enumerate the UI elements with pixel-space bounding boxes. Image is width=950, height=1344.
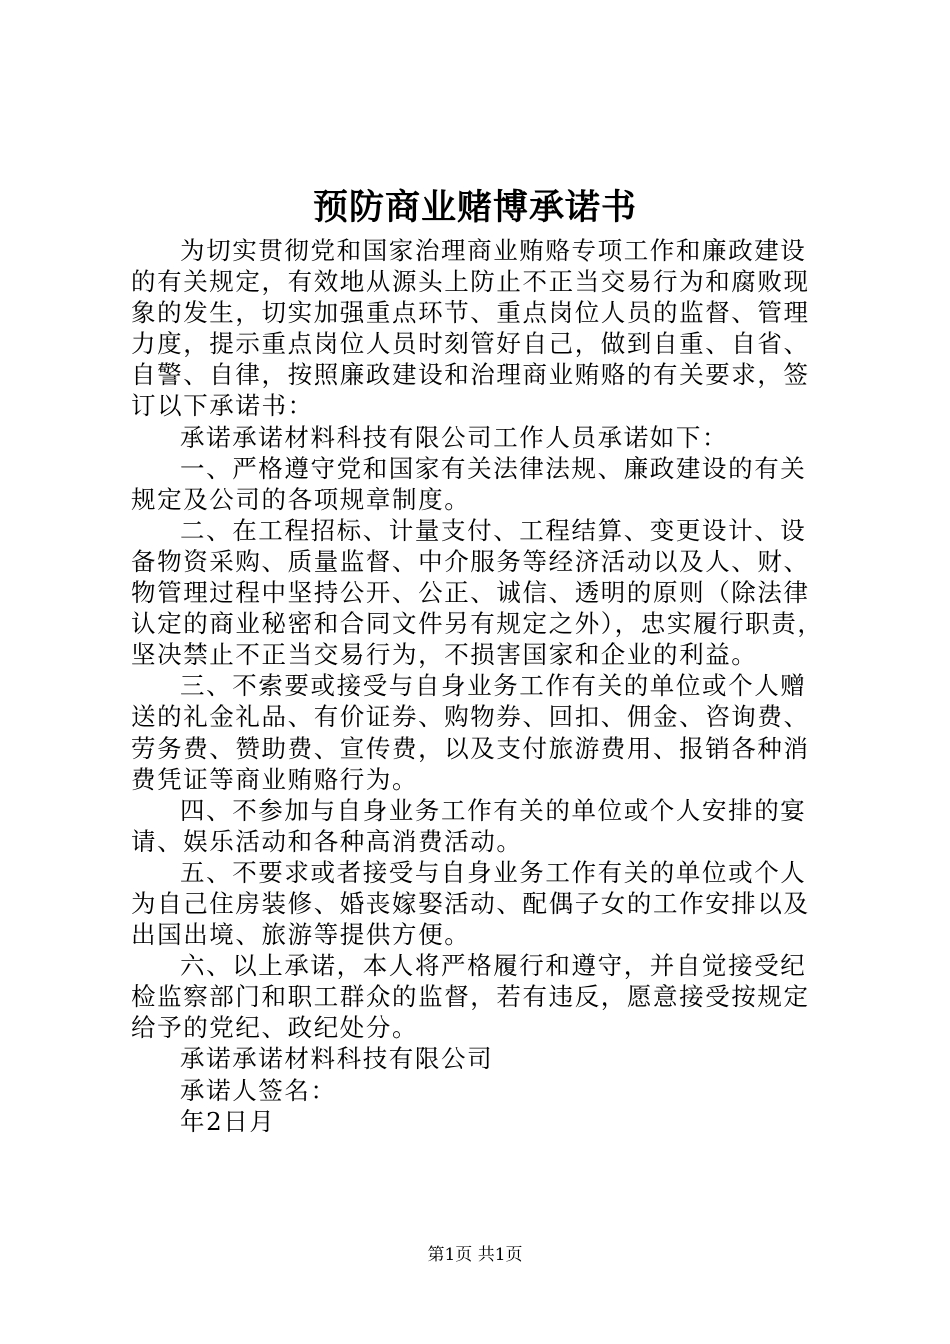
commitment-item-5: 五、不要求或者接受与自身业务工作有关的单位或个人为自己住房装修、婚丧嫁娶活动、配偶子女的工作安排以及出国出境、旅游等提供方便。	[131, 857, 810, 950]
signature-company: 承诺承诺材料科技有限公司	[180, 1044, 494, 1074]
commitment-lead: 承诺承诺材料科技有限公司工作人员承诺如下：	[180, 422, 729, 452]
signature-block	[131, 1043, 831, 1136]
commitment-item-4: 四、不参加与自身业务工作有关的单位或个人安排的宴请、娱乐活动和各种高消费活动。	[131, 795, 807, 856]
document-body	[131, 235, 831, 1137]
intro-paragraph: 为切实贯彻党和国家治理商业贿赂专项工作和廉政建设的有关规定，有效地从源头上防止不正当交易行为和腐败现象的发生，切实加强重点环节、重点岗位人员的监督、管理力度，提示重点岗位人员时刻管好自己，做到自重、自省、自警、自律，按照廉政建设和治理商业贿赂的有关要求，签订以下承诺书：	[131, 236, 810, 421]
signature-date: 年2日月	[180, 1106, 276, 1136]
signature-signer-label: 承诺人签名：	[180, 1075, 337, 1105]
commitment-item-1: 一、严格遵守党和国家有关法律法规、廉政建设的有关规定及公司的各项规章制度。	[131, 453, 807, 514]
commitment-item-3: 三、不索要或接受与自身业务工作有关的单位或个人赠送的礼金礼品、有价证券、购物券、回扣、佣金、咨询费、劳务费、赞助费、宣传费，以及支付旅游费用、报销各种消费凭证等商业贿赂行为。	[131, 671, 810, 794]
commitment-item-2: 二、在工程招标、计量支付、工程结算、变更设计、设备物资采购、质量监督、中介服务等经济活动以及人、财、物管理过程中坚持公开、公正、诚信、透明的原则（除法律认定的商业秘密和合同文件另有规定之外），忠实履行职责，坚决禁止不正当交易行为，不损害国家和企业的利益。	[131, 515, 824, 670]
commitment-item-6: 六、以上承诺，本人将严格履行和遵守，并自觉接受纪检监察部门和职工群众的监督，若有违反，愿意接受按规定给予的党纪、政纪处分。	[131, 951, 810, 1043]
document-title: 预防商业赌博承诺书	[312, 187, 637, 228]
page-footer: 第1页 共1页	[427, 1245, 523, 1265]
